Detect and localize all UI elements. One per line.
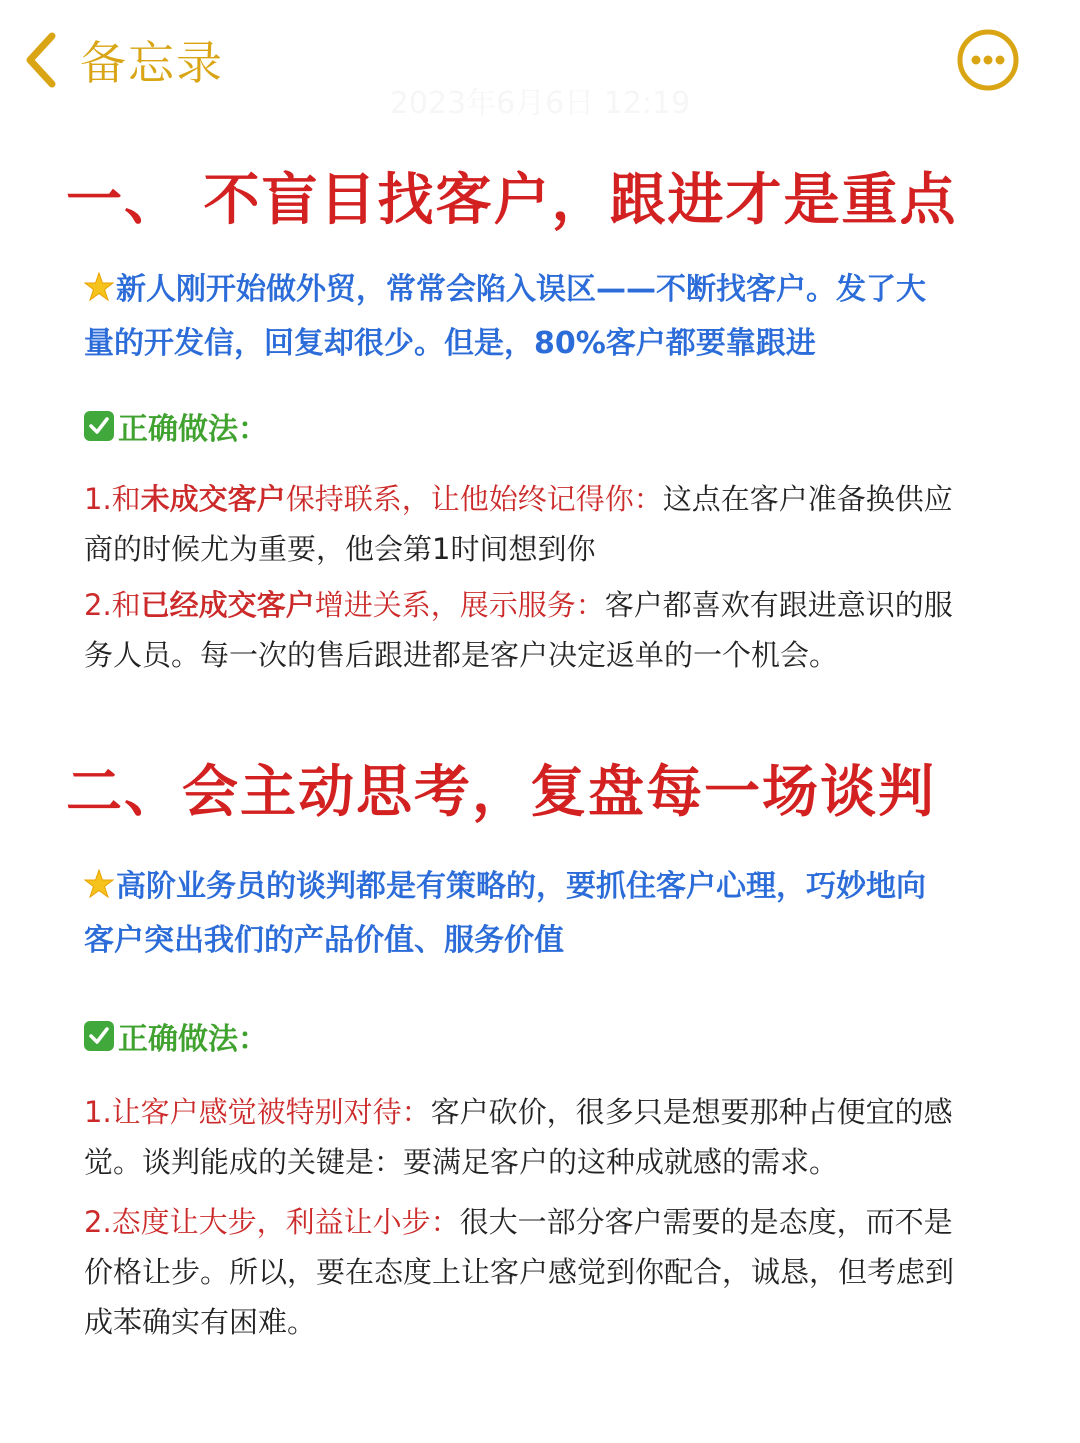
- section-2-heading: 二、会主动思考，复盘每一场谈判: [66, 760, 936, 825]
- back-label: 备忘录: [80, 36, 224, 90]
- star-icon: [84, 864, 114, 915]
- point-body: 这点在客户准备换供应商的时候尤为重要，他会第1时间想到你: [84, 482, 953, 566]
- intro-text: 高阶业务员的谈判都是有策略的，要抓住客户心理，巧妙地向客户突出我们的产品价值、服务价值: [84, 869, 926, 958]
- point-suffix: 保持联系，让他始终记得你：: [285, 482, 663, 516]
- section-2-intro: [84, 861, 944, 966]
- correct-label: 正确做法：: [118, 412, 268, 447]
- section-2-point-1: [84, 1087, 964, 1187]
- section-1-heading: 一、 不盲目找客户，跟进才是重点: [66, 168, 958, 233]
- section-1-point-1: [84, 474, 964, 574]
- point-lead: 1.让客户感觉被特别对待：: [84, 1095, 431, 1129]
- intro-text: 新人刚开始做外贸，常常会陷入误区——不断找客户。发了大量的开发信，回复却很少。但是，80%客户都要靠跟进: [84, 272, 926, 361]
- star-icon: [84, 267, 114, 318]
- point-bold: 已经成交客户: [140, 588, 315, 622]
- top-bar: [0, 0, 1080, 120]
- point-body: 客户砍价，很多只是想要那种占便宜的感觉。谈判能成的关键是：要满足客户的这种成就感的需求。: [84, 1095, 953, 1179]
- section-2-point-2: [84, 1197, 964, 1347]
- point-prefix: 2.和: [84, 588, 141, 622]
- check-icon: [84, 411, 114, 441]
- point-body: 客户都喜欢有跟进意识的服务人员。每一次的售后跟进都是客户决定返单的一个机会。: [84, 588, 953, 672]
- section-2-correct: [84, 1014, 268, 1058]
- correct-label: 正确做法：: [118, 1022, 268, 1057]
- note-timestamp: 2023年6月6日 12:19: [389, 86, 691, 121]
- section-1-correct: [84, 404, 268, 448]
- more-icon: [956, 28, 1020, 92]
- point-prefix: 1.和: [84, 482, 141, 516]
- check-icon: [84, 1021, 114, 1051]
- point-bold: 未成交客户: [140, 482, 286, 516]
- point-body: 很大一部分客户需要的是态度，而不是价格让步。所以，要在态度上让客户感觉到你配合，诚恳，但考虑到成苯确实有困难。: [84, 1205, 955, 1339]
- section-1-point-2: [84, 580, 964, 680]
- section-1-intro: [84, 264, 944, 369]
- more-button[interactable]: [956, 28, 1020, 92]
- point-suffix: 增进关系，展示服务：: [314, 588, 605, 622]
- point-lead: 2.态度让大步，利益让小步：: [84, 1205, 460, 1239]
